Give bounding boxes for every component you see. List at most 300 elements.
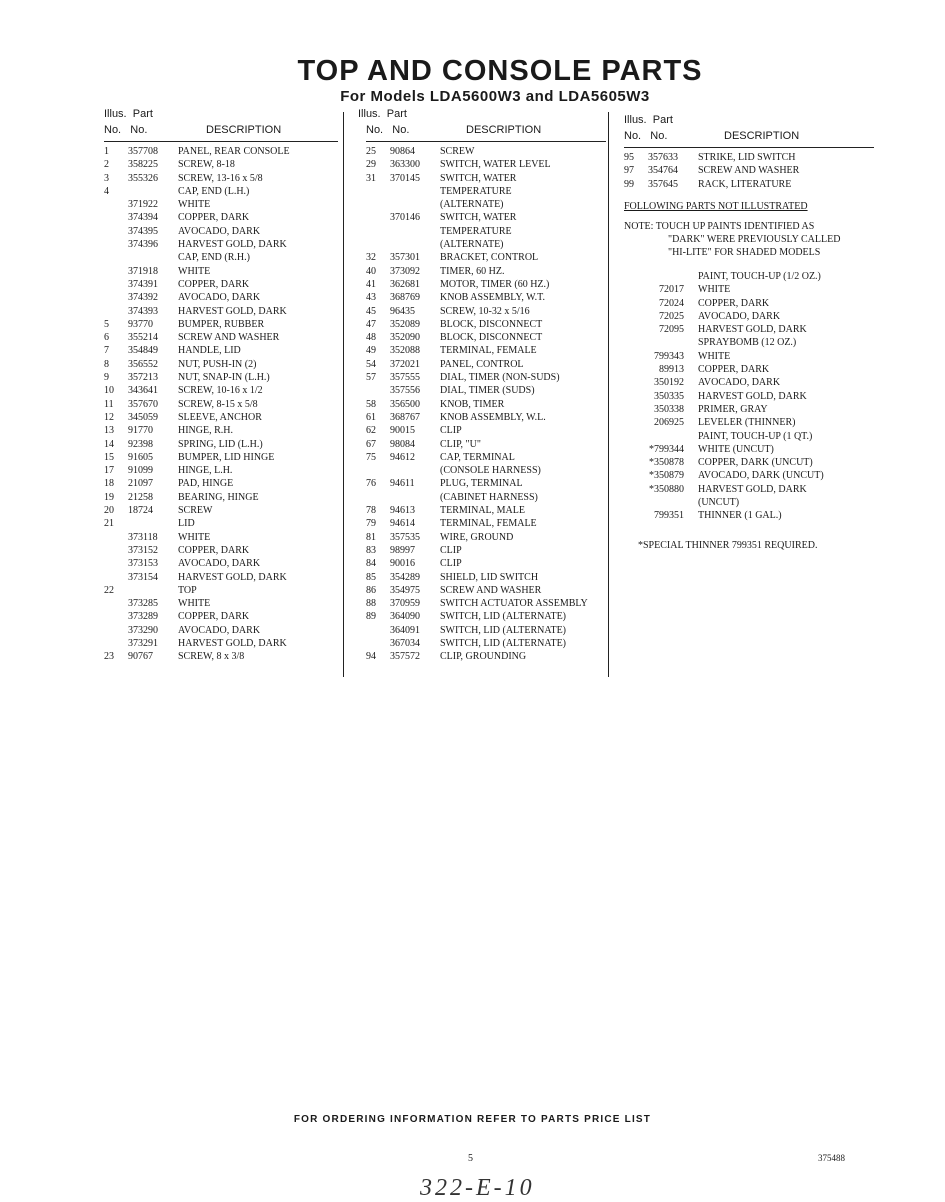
parts-column-2 (358, 108, 606, 664)
part-description: HARVEST GOLD, DARK (178, 305, 287, 317)
table-row (636, 469, 876, 482)
illus-number: 54 (366, 358, 376, 370)
part-number: 357535 (390, 531, 420, 543)
part-description: WHITE (UNCUT) (698, 443, 774, 455)
page-subtitle: For Models LDA5600W3 and LDA5605W3 (340, 88, 650, 105)
table-row (104, 504, 338, 517)
table-row (104, 278, 338, 291)
table-row (366, 544, 606, 557)
part-description: TERMINAL, FEMALE (440, 345, 537, 357)
table-row (104, 198, 338, 211)
table-row (104, 584, 338, 597)
part-description: COPPER, DARK (UNCUT) (698, 457, 813, 469)
table-row (104, 211, 338, 224)
header-part: Part (386, 108, 407, 120)
part-number: 18724 (128, 505, 153, 517)
part-number: *350880 (649, 483, 684, 495)
header-part: Part (652, 114, 673, 126)
table-row (104, 557, 338, 570)
part-number: 354975 (390, 584, 420, 596)
part-number: 357670 (128, 398, 158, 410)
table-row (366, 211, 606, 224)
table-row (104, 571, 338, 584)
part-number: 352088 (390, 345, 420, 357)
part-description: SWITCH, WATER (440, 212, 517, 224)
part-number: 354289 (390, 571, 420, 583)
part-description: SWITCH, WATER LEVEL (440, 159, 551, 171)
illus-number: 17 (104, 465, 114, 477)
part-description: BUMPER, LID HINGE (178, 451, 275, 463)
part-description: TOP (178, 584, 197, 596)
part-number: 356500 (390, 398, 420, 410)
table-row (104, 145, 338, 158)
illus-number: 10 (104, 385, 114, 397)
part-number: 91099 (128, 465, 153, 477)
table-row (366, 344, 606, 357)
table-row (104, 331, 338, 344)
part-number: 373118 (128, 531, 158, 543)
part-description: SCREW, 10-32 x 5/16 (440, 305, 530, 317)
part-number: 94613 (390, 505, 415, 517)
part-description: HINGE, R.H. (178, 425, 233, 437)
header-illus-part (104, 108, 153, 120)
part-description: AVOCADO, DARK (178, 624, 261, 636)
part-description: BEARING, HINGE (178, 491, 259, 503)
part-number: 373152 (128, 544, 158, 556)
part-number: 354849 (128, 345, 158, 357)
table-row (636, 376, 876, 389)
table-row (636, 323, 876, 336)
table-row (104, 650, 338, 663)
table-row (366, 557, 606, 570)
part-number: 356552 (128, 358, 158, 370)
part-description: WHITE (178, 199, 211, 211)
illus-number: 1 (104, 146, 109, 157)
part-description: AVOCADO, DARK (178, 225, 261, 237)
table-row (624, 164, 874, 177)
part-description: SLEEVE, ANCHOR (178, 411, 262, 423)
table-row (366, 517, 606, 530)
header-illus-part (358, 108, 407, 120)
part-description: SWITCH, WATER (440, 172, 517, 184)
part-description: KNOB ASSEMBLY, W.T. (440, 292, 546, 304)
part-description: THINNER (1 GAL.) (698, 510, 782, 522)
part-description: WHITE (698, 350, 731, 362)
illus-number: 41 (366, 278, 376, 290)
part-number: 21258 (128, 491, 153, 503)
table-row (636, 430, 876, 443)
part-number: 91605 (128, 451, 153, 463)
part-number: 373290 (128, 624, 158, 636)
table-row (104, 238, 338, 251)
part-number: *350878 (649, 457, 684, 469)
illus-number: 58 (366, 398, 376, 410)
illus-number: 14 (104, 438, 114, 450)
illus-number: 32 (366, 252, 376, 264)
table-row (104, 305, 338, 318)
table-row (104, 477, 338, 490)
table-row (104, 531, 338, 544)
part-description: PAINT, TOUCH-UP (1 QT.) (698, 430, 813, 442)
part-number: 90016 (390, 558, 415, 570)
part-description: TERMINAL, MALE (440, 505, 525, 517)
table-row (366, 464, 606, 477)
table-row (366, 145, 606, 158)
document-number: 375488 (818, 1153, 845, 1163)
illus-number: 76 (366, 478, 376, 490)
illus-number: 99 (624, 178, 634, 190)
part-number: 373153 (128, 558, 158, 570)
header-no-2: No. (650, 130, 668, 142)
illus-number: 31 (366, 172, 376, 184)
table-row (636, 456, 876, 469)
part-description: SCREW, 13-16 x 5/8 (178, 172, 263, 184)
part-description: WHITE (178, 598, 211, 610)
table-row (636, 443, 876, 456)
part-number: 370145 (390, 172, 420, 184)
part-number: 374392 (128, 292, 158, 304)
illus-number: 83 (366, 544, 376, 556)
part-number: 72025 (659, 310, 684, 322)
table-row (366, 158, 606, 171)
table-row (366, 491, 606, 504)
table-row (104, 225, 338, 238)
part-number: 371922 (128, 199, 158, 211)
part-description: HARVEST GOLD, DARK (698, 483, 807, 495)
part-number: 354764 (648, 165, 678, 177)
page-title: TOP AND CONSOLE PARTS (297, 55, 703, 87)
table-row (636, 283, 876, 296)
table-row (366, 650, 606, 663)
part-description: LEVELER (THINNER) (698, 417, 796, 429)
header-illus: Illus. (104, 108, 127, 120)
not-illustrated-heading: FOLLOWING PARTS NOT ILLUSTRATED (624, 201, 808, 212)
illus-number: 48 (366, 332, 376, 344)
header-no (104, 124, 147, 136)
table-row (366, 504, 606, 517)
illus-number: 4 (104, 185, 109, 197)
touch-up-note-line-3: "HI-LITE" FOR SHADED MODELS (668, 247, 821, 258)
table-row (636, 270, 876, 283)
table-row (366, 185, 606, 198)
part-description: WIRE, GROUND (440, 531, 514, 543)
illus-number: 67 (366, 438, 376, 450)
illus-number: 78 (366, 505, 376, 517)
part-description: SCREW, 8 x 3/8 (178, 651, 245, 663)
table-row (366, 398, 606, 411)
column-header (624, 114, 874, 146)
part-description: KNOB, TIMER (440, 398, 505, 410)
column-divider (343, 112, 344, 677)
table-row (636, 483, 876, 496)
parts-rows (624, 151, 874, 191)
illus-number: 49 (366, 345, 376, 357)
table-row (104, 185, 338, 198)
table-row (104, 597, 338, 610)
table-row (636, 350, 876, 363)
illus-number: 2 (104, 159, 109, 171)
table-row (104, 371, 338, 384)
touch-up-note-line-1: NOTE: TOUCH UP PAINTS IDENTIFIED AS (624, 221, 815, 232)
illus-number: 21 (104, 518, 114, 530)
part-description: BLOCK, DISCONNECT (440, 332, 543, 344)
table-row (104, 637, 338, 650)
part-description: AVOCADO, DARK (178, 558, 261, 570)
part-description: SCREW, 8-18 (178, 159, 235, 171)
illus-number: 3 (104, 172, 109, 184)
table-row (366, 597, 606, 610)
illus-number: 29 (366, 159, 376, 171)
part-number: 355326 (128, 172, 158, 184)
header-rule (104, 141, 338, 142)
part-description: LID (178, 518, 195, 530)
table-row (104, 544, 338, 557)
part-number: 372021 (390, 358, 420, 370)
illus-number: 13 (104, 425, 114, 437)
special-thinner-note: *SPECIAL THINNER 799351 REQUIRED. (638, 540, 818, 551)
illus-number: 62 (366, 425, 376, 437)
part-number: 93770 (128, 318, 153, 330)
table-row (636, 403, 876, 416)
part-description: COPPER, DARK (178, 212, 250, 224)
part-number: 358225 (128, 159, 158, 171)
part-number: 90767 (128, 651, 153, 663)
part-number: 373285 (128, 598, 158, 610)
illus-number: 18 (104, 478, 114, 490)
part-number: 374394 (128, 212, 158, 224)
part-description: COPPER, DARK (698, 364, 770, 376)
header-illus: Illus. (624, 114, 647, 126)
table-row (104, 318, 338, 331)
part-description: AVOCADO, DARK (698, 310, 781, 322)
table-row (104, 411, 338, 424)
part-description: TERMINAL, FEMALE (440, 518, 537, 530)
part-number: 364090 (390, 611, 420, 623)
part-description: HARVEST GOLD, DARK (178, 239, 287, 251)
part-description: HANDLE, LID (178, 345, 241, 357)
part-number: 94614 (390, 518, 415, 530)
part-number: 352089 (390, 318, 420, 330)
illus-number: 15 (104, 451, 114, 463)
part-description: DIAL, TIMER (NON-SUDS) (440, 372, 560, 384)
header-no (366, 124, 409, 136)
part-description: KNOB ASSEMBLY, W.L. (440, 411, 546, 423)
part-number: 373154 (128, 571, 158, 583)
parts-rows (104, 145, 338, 664)
part-number: 374391 (128, 278, 158, 290)
part-description: CLIP (440, 558, 462, 570)
illus-number: 86 (366, 584, 376, 596)
header-part: Part (132, 108, 153, 120)
part-description: SWITCH, LID (ALTERNATE) (440, 624, 567, 636)
part-number: 357633 (648, 152, 678, 163)
part-description: BLOCK, DISCONNECT (440, 318, 543, 330)
table-row (366, 384, 606, 397)
part-number: 373092 (390, 265, 420, 277)
part-description: SWITCH, LID (ALTERNATE) (440, 611, 567, 623)
part-description: STRIKE, LID SWITCH (698, 152, 796, 163)
part-description: TEMPERATURE (440, 225, 512, 237)
part-description: SPRING, LID (L.H.) (178, 438, 263, 450)
part-description: PANEL, REAR CONSOLE (178, 146, 290, 157)
part-description: PAINT, TOUCH-UP (1/2 OZ.) (698, 271, 821, 282)
part-number: 98997 (390, 544, 415, 556)
part-number: 371918 (128, 265, 158, 277)
header-no-1: No. (104, 124, 122, 136)
part-description: WHITE (178, 265, 211, 277)
header-description: DESCRIPTION (206, 124, 282, 136)
table-row (366, 265, 606, 278)
table-row (366, 411, 606, 424)
part-number: *799344 (649, 443, 684, 455)
part-number: 368769 (390, 292, 420, 304)
header-no-1: No. (624, 130, 642, 142)
illus-number: 19 (104, 491, 114, 503)
part-number: 370146 (390, 212, 420, 224)
part-number: 374395 (128, 225, 158, 237)
part-number: 345059 (128, 411, 158, 423)
table-row (366, 531, 606, 544)
part-number: 94611 (390, 478, 415, 490)
illus-number: 22 (104, 584, 114, 596)
table-row (366, 358, 606, 371)
illus-number: 5 (104, 318, 109, 330)
table-row (104, 517, 338, 530)
touch-up-note-line-2: "DARK" WERE PREVIOUSLY CALLED (668, 234, 841, 245)
header-description: DESCRIPTION (724, 130, 800, 142)
part-description: DIAL, TIMER (SUDS) (440, 385, 535, 397)
part-number: 799351 (654, 510, 684, 522)
illus-number: 57 (366, 372, 376, 384)
part-number: 21097 (128, 478, 153, 490)
part-number: 96435 (390, 305, 415, 317)
table-row (104, 251, 338, 264)
illus-number: 6 (104, 332, 109, 344)
table-row (104, 438, 338, 451)
part-description: COPPER, DARK (178, 611, 250, 623)
part-number: 357555 (390, 372, 420, 384)
part-description: CLIP, GROUNDING (440, 651, 527, 663)
part-description: SCREW, 8-15 x 5/8 (178, 398, 258, 410)
table-row (636, 336, 876, 349)
table-row (366, 571, 606, 584)
table-row (104, 358, 338, 371)
page-number: 5 (468, 1153, 473, 1164)
parts-column-3 (624, 114, 874, 191)
table-row (104, 291, 338, 304)
illus-number: 47 (366, 318, 376, 330)
table-row (366, 610, 606, 623)
part-description: MOTOR, TIMER (60 HZ.) (440, 278, 550, 290)
table-row (104, 384, 338, 397)
part-number: 357572 (390, 651, 420, 663)
illus-number: 94 (366, 651, 376, 663)
part-description: HINGE, L.H. (178, 465, 233, 477)
illus-number: 11 (104, 398, 114, 410)
illus-number: 79 (366, 518, 376, 530)
part-description: COPPER, DARK (178, 544, 250, 556)
part-description: SHIELD, LID SWITCH (440, 571, 539, 583)
illus-number: 85 (366, 571, 376, 583)
table-row (624, 151, 874, 164)
table-row (104, 344, 338, 357)
table-row (636, 363, 876, 376)
table-row (366, 477, 606, 490)
illus-number: 12 (104, 411, 114, 423)
part-description: SCREW (440, 146, 475, 157)
part-number: 350192 (654, 377, 684, 389)
part-number: 357301 (390, 252, 420, 264)
part-description: CLIP (440, 544, 462, 556)
part-number: 357645 (648, 178, 678, 190)
part-description: NUT, PUSH-IN (2) (178, 358, 257, 370)
part-description: SCREW AND WASHER (440, 584, 542, 596)
table-row (624, 178, 874, 191)
part-description: BRACKET, CONTROL (440, 252, 539, 264)
part-description: (ALTERNATE) (440, 199, 504, 211)
parts-rows (366, 145, 606, 664)
table-row (636, 496, 876, 509)
table-row (366, 291, 606, 304)
part-description: PAD, HINGE (178, 478, 234, 490)
part-description: SCREW AND WASHER (698, 165, 800, 177)
table-row (366, 584, 606, 597)
table-row (366, 305, 606, 318)
part-number: 72024 (659, 297, 684, 309)
ordering-footer: FOR ORDERING INFORMATION REFER TO PARTS PRICE LIST (293, 1114, 652, 1125)
part-description: CAP, TERMINAL (440, 451, 515, 463)
parts-column-1 (104, 108, 338, 664)
part-description: SWITCH, LID (ALTERNATE) (440, 637, 567, 649)
table-row (366, 225, 606, 238)
table-row (104, 464, 338, 477)
part-description: (CONSOLE HARNESS) (440, 465, 541, 477)
table-row (104, 158, 338, 171)
part-description: PRIMER, GRAY (698, 403, 768, 415)
illus-number: 7 (104, 345, 109, 357)
part-description: AVOCADO, DARK (698, 377, 781, 389)
paint-parts-list (636, 270, 876, 523)
table-row (104, 451, 338, 464)
part-description: CAP, END (L.H.) (178, 185, 250, 197)
part-description: NUT, SNAP-IN (L.H.) (178, 372, 270, 384)
header-rule (624, 147, 874, 148)
part-number: 374393 (128, 305, 158, 317)
part-number: 350338 (654, 403, 684, 415)
part-number: 357213 (128, 372, 158, 384)
part-description: SPRAYBOMB (12 OZ.) (698, 337, 797, 349)
column-header (358, 108, 606, 140)
table-row (104, 398, 338, 411)
part-description: HARVEST GOLD, DARK (178, 637, 287, 649)
part-number: 352090 (390, 332, 420, 344)
part-number: 343641 (128, 385, 158, 397)
column-header (104, 108, 338, 140)
part-number: 374396 (128, 239, 158, 251)
table-row (104, 610, 338, 623)
illus-number: 89 (366, 611, 376, 623)
part-description: COPPER, DARK (698, 297, 770, 309)
part-number: 357556 (390, 385, 420, 397)
part-description: (UNCUT) (698, 497, 740, 509)
table-row (366, 624, 606, 637)
part-number: 373289 (128, 611, 158, 623)
part-description: TEMPERATURE (440, 185, 512, 197)
table-row (104, 424, 338, 437)
part-number: 72095 (659, 324, 684, 336)
part-number: 89913 (659, 364, 684, 376)
table-row (636, 416, 876, 429)
